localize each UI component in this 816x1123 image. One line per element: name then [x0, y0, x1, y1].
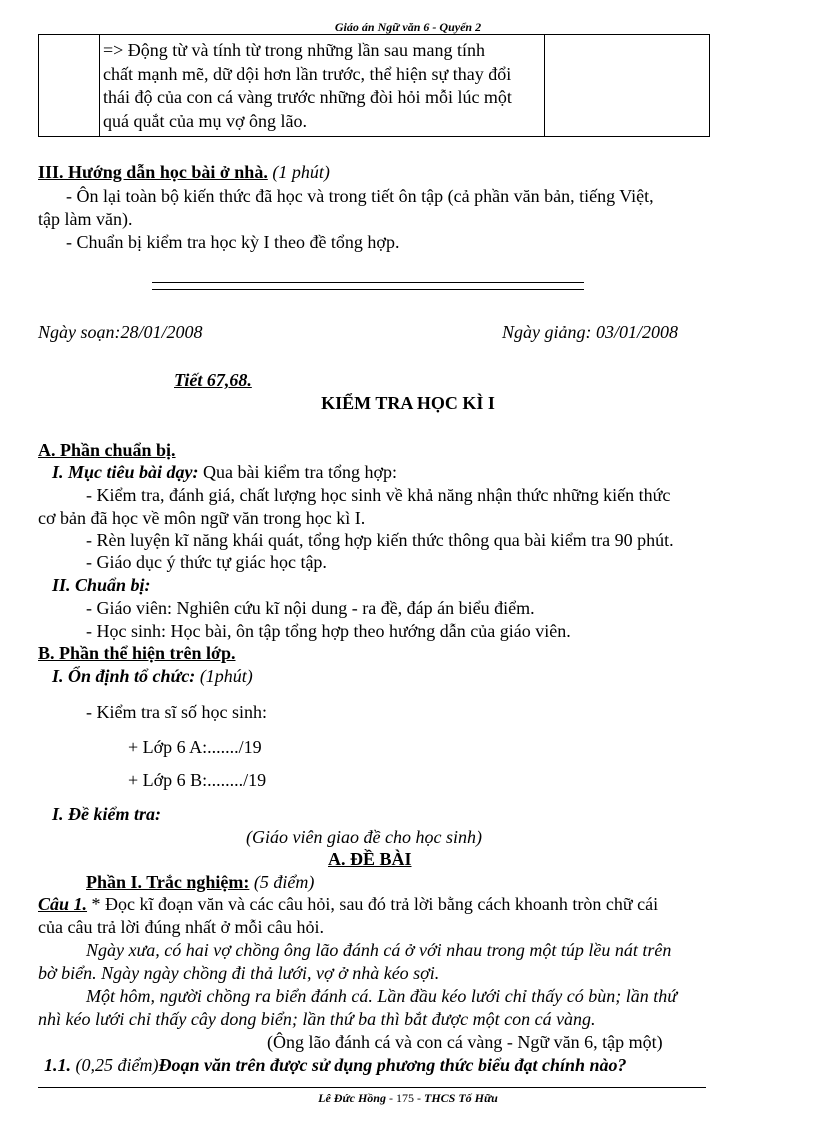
question-1-1: [44, 1055, 627, 1076]
part-1-label: Phần I. Trắc nghiệm:: [86, 872, 250, 892]
section-3-title: III. Hướng dẫn học bài ở nhà.: [38, 162, 268, 182]
question-1-text: * Đọc kĩ đoạn văn và các câu hỏi, sau đó trả lời bằng cách khoanh tròn chữ cái: [87, 894, 659, 914]
passage-1-line-b: bờ biển. Ngày ngày chồng đi thả lưới, vợ ở nhà kéo sợi.: [38, 963, 440, 983]
table-line-1: => Động từ và tính từ trong những lần sau mang tính: [103, 40, 486, 60]
goal-2: - Rèn luyện kĩ năng khái quát, tổng hợp kiến thức thông qua bài kiểm tra 90 phút.: [86, 530, 674, 550]
passage-2-line-a: Một hôm, người chồng ra biển đánh cá. Lần đầu kéo lưới chỉ thấy có bùn; lần thứ: [86, 986, 678, 1006]
answer-table: [38, 34, 710, 137]
attendance-check: - Kiểm tra sĩ số học sinh:: [86, 702, 267, 722]
part-1-heading: [86, 872, 314, 893]
table-line-3: thái độ của con cá vàng trước những đòi hỏi mỗi lúc một: [103, 87, 512, 107]
class-6b: + Lớp 6 B:......../19: [128, 770, 267, 790]
prep-teacher: - Giáo viên: Nghiên cứu kĩ nội dung - ra đề, đáp án biểu điểm.: [86, 598, 535, 618]
goal-heading: [52, 462, 397, 483]
section-3-time: (1 phút): [267, 162, 330, 182]
org-heading: [52, 666, 253, 687]
table-divider-left: [99, 35, 100, 136]
section-3-line-1: - Ôn lại toàn bộ kiến thức đã học và trong tiết ôn tập (cả phần văn bản, tiếng Việt,: [66, 186, 654, 206]
prep-student: - Học sinh: Học bài, ôn tập tổng hợp theo hướng dẫn của giáo viên.: [86, 621, 571, 641]
goal-1-line-a: - Kiểm tra, đánh giá, chất lượng học sinh về khả năng nhận thức những kiến thức: [86, 485, 671, 505]
exam-label: I. Đề kiểm tra:: [52, 804, 161, 824]
table-line-4: quá quắt của mụ vợ ông lão.: [103, 110, 307, 131]
passage-2-line-b: nhì kéo lưới chỉ thấy cây dong biển; lần thứ ba thì bắt được một con cá vàng.: [38, 1009, 596, 1029]
question-1-1-points: (0,25 điểm): [71, 1055, 159, 1075]
part-b-title: B. Phần thể hiện trên lớp.: [38, 643, 236, 663]
passage-source: (Ông lão đánh cá và con cá vàng - Ngữ văn 6, tập một): [267, 1032, 663, 1052]
exam-note: (Giáo viên giao đề cho học sinh): [246, 827, 482, 847]
footer-author: Lê Đức Hồng: [318, 1091, 386, 1105]
class-6a: + Lớp 6 A:......./19: [128, 737, 262, 757]
org-time: (1phút): [195, 666, 253, 686]
page-header: Giáo án Ngữ văn 6 - Quyển 2: [334, 20, 482, 34]
lesson-number: Tiết 67,68.: [174, 370, 252, 390]
prep-date: Ngày soạn:28/01/2008: [38, 322, 203, 342]
table-divider-right: [544, 35, 545, 136]
lesson-title: KIỂM TRA HỌC KÌ I: [321, 393, 495, 413]
footer-page-number: - 175 -: [385, 1091, 424, 1105]
part-1-points: (5 điểm): [249, 872, 315, 892]
goal-3: - Giáo dục ý thức tự giác học tập.: [86, 552, 327, 572]
footer-divider: [38, 1087, 706, 1088]
table-cell-content: [103, 39, 543, 133]
goal-label: I. Mục tiêu bài dạy:: [52, 462, 199, 482]
footer-school: THCS Tố Hữu: [423, 1091, 498, 1105]
passage-1-line-a: Ngày xưa, có hai vợ chồng ông lão đánh cá ở với nhau trong một túp lều nát trên: [86, 940, 672, 960]
teach-date: Ngày giảng: 03/01/2008: [502, 322, 678, 342]
prep-label: II. Chuẩn bị:: [52, 575, 151, 595]
goal-1-line-b: cơ bản đã học về môn ngữ văn trong học kì I.: [38, 508, 366, 528]
separator-text: [152, 279, 584, 291]
part-a-title: A. Phần chuẩn bị.: [38, 440, 176, 460]
page-footer: [0, 1091, 816, 1106]
table-line-2: chất mạnh mẽ, dữ dội hơn lần trước, thể hiện sự thay đổi: [103, 63, 512, 84]
section-3-line-3: - Chuẩn bị kiểm tra học kỳ I theo đề tổng hợp.: [66, 232, 400, 252]
question-1-label: Câu 1.: [38, 894, 88, 914]
section-3-line-2: tập làm văn).: [38, 209, 133, 229]
org-label: I. Ổn định tổ chức:: [52, 666, 196, 686]
section-3-heading: [38, 162, 330, 183]
question-1-1-label: 1.1.: [44, 1055, 71, 1075]
question-1-line-1: [38, 894, 658, 915]
goal-text: Qua bài kiểm tra tổng hợp:: [198, 462, 397, 482]
question-1-line-2: của câu trả lời đúng nhất ở mỗi câu hỏi.: [38, 917, 324, 937]
exam-title: A. ĐỀ BÀI: [328, 849, 412, 869]
question-1-1-text: Đoạn văn trên được sử dụng phương thức biểu đạt chính nào?: [158, 1055, 627, 1075]
